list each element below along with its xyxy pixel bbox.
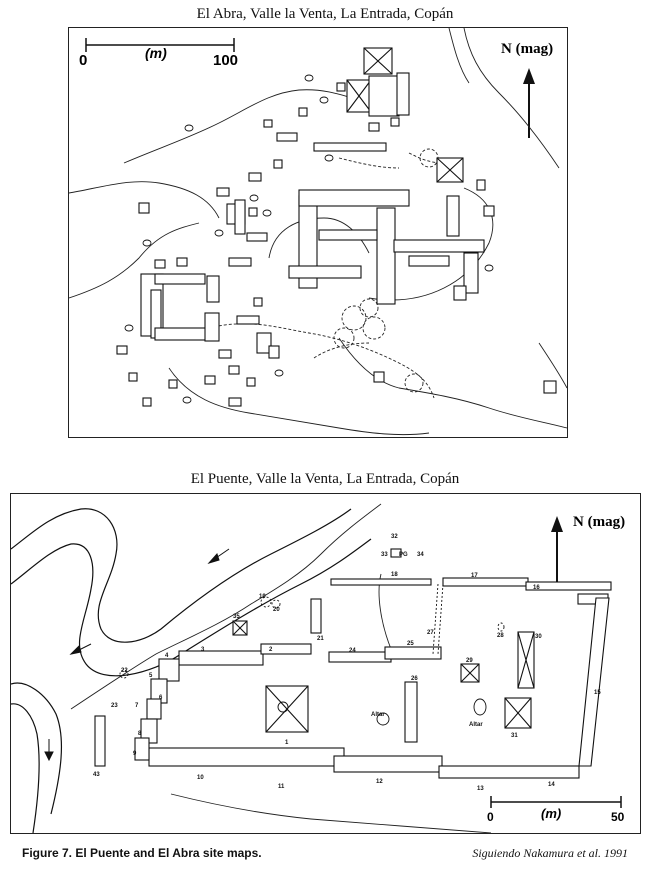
label-structure-9: 9	[133, 751, 137, 757]
label-structure-3: 3	[201, 647, 205, 653]
label-structure-18: 18	[391, 572, 398, 578]
label-structure-34: 34	[417, 552, 424, 558]
puente-scale-end: 50	[611, 810, 625, 824]
label-structure-14: 14	[548, 782, 555, 788]
label-structure-1: 1	[285, 740, 289, 746]
abra-site-map	[68, 27, 568, 438]
label-structure-16: 16	[533, 585, 540, 591]
abra-scale-end: 100	[213, 52, 239, 69]
label-structure-24: 24	[349, 648, 356, 654]
label-structure-4: 4	[165, 653, 169, 659]
abra-scale-start: 0	[79, 52, 88, 69]
label-structure-8: 8	[138, 731, 142, 737]
puente-scale-start: 0	[487, 810, 494, 824]
label-structure-11: 11	[278, 784, 285, 790]
puente-scale-unit: (m)	[541, 806, 562, 821]
label-structure-25: 25	[407, 641, 414, 647]
label-structure-6: 6	[159, 695, 163, 701]
label-structure-29: 29	[466, 658, 473, 664]
puente-site-map	[10, 493, 641, 834]
label-structure-13: 13	[477, 786, 484, 792]
label-structure-15: 15	[594, 690, 601, 696]
label-structure-31: 31	[511, 733, 518, 739]
label-structure-27: 27	[427, 630, 434, 636]
abra-structures	[117, 48, 556, 406]
label-structure-12: 12	[376, 779, 383, 785]
puente-structures	[95, 549, 611, 778]
label-structure-32: 32	[391, 534, 398, 540]
label-structure-21: 21	[317, 636, 324, 642]
puente-north-arrow	[551, 516, 563, 584]
label-altar-east: Altar	[469, 722, 483, 728]
label-structure-17: 17	[471, 573, 478, 579]
abra-north-label: N (mag)	[501, 41, 554, 57]
figure-credit: Siguiendo Nakamura et al. 1991	[472, 846, 628, 860]
label-pg: PG	[399, 552, 408, 558]
label-structure-43: 43	[93, 772, 100, 778]
abra-contour-lines	[69, 28, 567, 435]
abra-map-drawing	[69, 28, 567, 437]
label-structure-5: 5	[149, 673, 153, 679]
label-structure-10: 10	[197, 775, 204, 781]
figure-caption: Figure 7. El Puente and El Abra site maps.	[22, 846, 262, 860]
label-structure-26: 26	[411, 676, 418, 682]
abra-north-arrow	[523, 68, 535, 138]
label-structure-7: 7	[135, 703, 139, 709]
label-structure-20: 20	[273, 607, 280, 613]
puente-map-title: El Puente, Valle la Venta, La Entrada, Copán	[190, 471, 460, 487]
abra-scale-unit: (m)	[145, 45, 167, 61]
label-structure-19: 19	[259, 594, 266, 600]
label-structure-22: 22	[121, 668, 128, 674]
label-structure-2: 2	[269, 647, 273, 653]
puente-map-drawing	[11, 494, 640, 833]
label-altar-west: Altar	[371, 712, 385, 718]
label-structure-33: 33	[381, 552, 388, 558]
abra-map-title: El Abra, Valle la Venta, La Entrada, Copán	[196, 6, 454, 22]
puente-north-label: N (mag)	[573, 514, 626, 530]
label-structure-35: 35	[233, 614, 240, 620]
label-structure-28: 28	[497, 633, 504, 639]
label-structure-23: 23	[111, 703, 118, 709]
label-structure-30: 30	[535, 634, 542, 640]
